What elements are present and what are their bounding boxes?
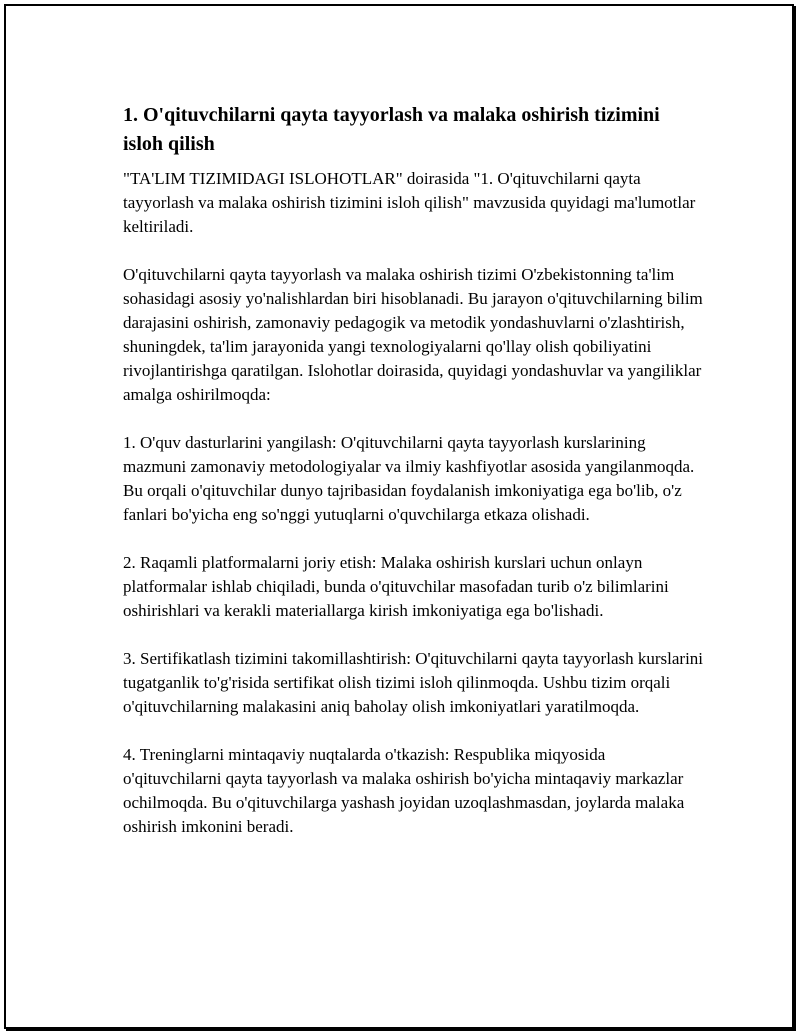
intro-paragraph: "TA'LIM TIZIMIDAGI ISLOHOTLAR" doirasida "1. O'qituvchilarni qayta tayyorlash va malaka oshirish tizimini isloh qilish" mavzusida quyidagi ma'lumotlar keltiriladi. (123, 169, 696, 236)
overview-paragraph: O'qituvchilarni qayta tayyorlash va malaka oshirish tizimi O'zbekistonning ta'lim sohasidagi asosiy yo'nalishlardan biri hisoblanadi. Bu jarayon o'qituvchilarning bilim darajasini oshirish, zamonaviy pedagogik va metodik yondashuvlarni o'zlashtirish, shuningdek, ta'lim jarayonida yangi texnologiyalarni qo'llay olish qobiliyatini rivojlantirishga qaratilgan. Islohotlar doirasida, quyidagi yondashuvlar va yangiliklar amalga oshirilmoqda: (123, 265, 703, 404)
point-1-paragraph: 1. O'quv dasturlarini yangilash: O'qituvchilarni qayta tayyorlash kurslarining mazmuni zamonaviy metodologiyalar va ilmiy kashfiyotlar asosida yangilanmoqda. Bu orqali o'qituvchilar dunyo tajribasidan foydalanish imkoniyatiga ega bo'lib, o'z fanlari bo'yicha eng so'nggi yutuqlarni o'quvchilarga etkaza olishadi. (123, 433, 695, 524)
page-frame (4, 4, 794, 1029)
document-body (123, 101, 703, 863)
point-3-paragraph: 3. Sertifikatlash tizimini takomillashtirish: O'qituvchilarni qayta tayyorlash kurslarini tugatganlik to'g'risida sertifikat olish tizimi isloh qilinmoqda. Ushbu tizim orqali o'qituvchilarning malakasini aniq baholay olish imkoniyatlari yaratilmoqda. (123, 649, 704, 716)
document-title: 1. O'qituvchilarni qayta tayyorlash va malaka oshirish tizimini isloh qilish (123, 104, 660, 155)
point-2-paragraph: 2. Raqamli platformalarni joriy etish: Malaka oshirish kurslari uchun onlayn platformalar ishlab chiqiladi, bunda o'qituvchilar masofadan turib o'z bilimlarini oshirishlari va kerakli materiallarga kirish imkoniyatiga ega bo'lishadi. (123, 553, 669, 620)
point-4-paragraph: 4. Treninglarni mintaqaviy nuqtalarda o'tkazish: Respublika miqyosida o'qituvchilarni qayta tayyorlash va malaka oshirish bo'yicha mintaqaviy markazlar ochilmoqda. Bu o'qituvchilarga yashash joyidan uzoqlashmasdan, joylarda malaka oshirish imkonini beradi. (123, 745, 685, 836)
